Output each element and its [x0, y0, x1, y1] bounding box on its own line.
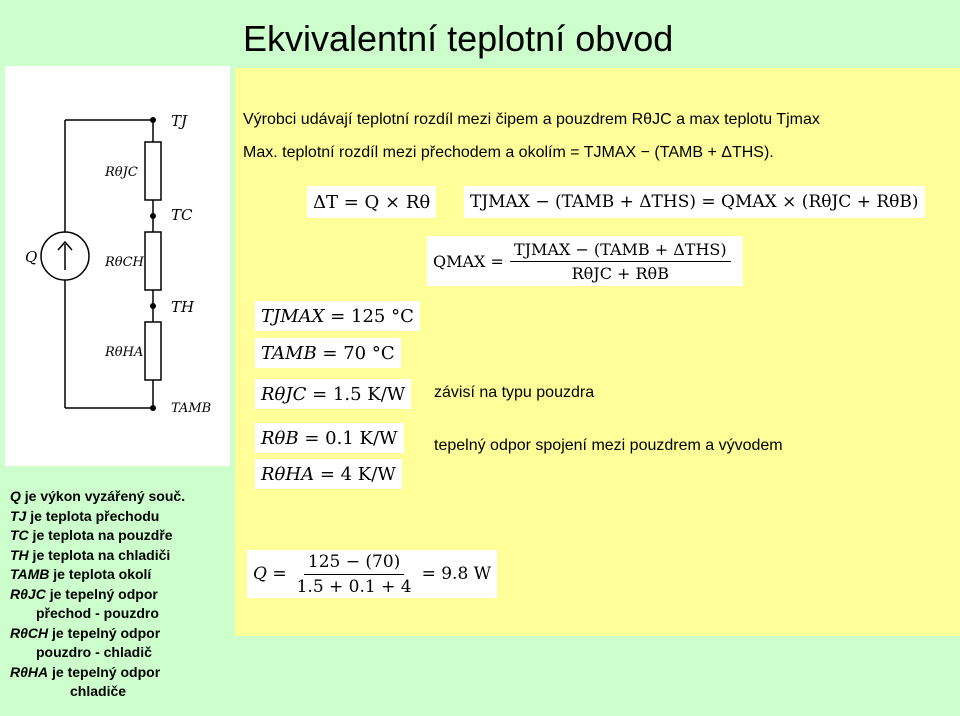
legend-item: pouzdro - chladič [36, 644, 152, 660]
resistor-rch [145, 232, 161, 290]
resistor-label-rjc: RθJC [105, 165, 138, 180]
node-tc [150, 213, 156, 219]
calc-denominator: 1.5 + 0.1 + 4 [296, 576, 412, 597]
node-label-th: TH [171, 298, 195, 316]
param-rjc [255, 379, 411, 409]
intro-line-1: Výrobci udávají teplotní rozdíl mezi čipem a pouzdrem RθJC a max teplotu Tjmax [243, 111, 820, 128]
legend-item: RθHA je tepelný odpor [10, 663, 161, 680]
param-rb [255, 423, 404, 453]
legend-item: TAMB je teplota okolí [10, 566, 152, 582]
param-value: = 4 K/W [319, 463, 396, 485]
param-name: RθJC [261, 383, 307, 405]
note-contact-resistance: tepelný odpor spojení mezi pouzdrem a vývodem [434, 437, 783, 454]
legend-item: RθJC je tepelný odpor [10, 585, 158, 602]
equation-tjmax-balance: TJMAX − (TAMB + ΔTHS) = QMAX × (RθJC + RθB) [464, 186, 925, 218]
equation-qmax [427, 236, 743, 286]
calc-result: = 9.8 W [421, 564, 492, 584]
equation-delta-t: ΔT = Q × Rθ [307, 186, 436, 218]
qmax-denominator: RθJC + RθB [571, 263, 669, 283]
node-tamb [150, 405, 156, 411]
legend-item: TJ je teplota přechodu [10, 507, 160, 524]
legend-item: chladiče [70, 683, 127, 699]
resistor-rjc [145, 142, 161, 200]
source-label: Q [25, 248, 38, 266]
legend-item: TH je teplota na chladiči [10, 546, 171, 563]
param-tamb [255, 338, 401, 368]
circuit-svg [5, 66, 230, 466]
param-name: RθB [261, 427, 299, 449]
param-rha [255, 459, 402, 489]
node-th [150, 303, 156, 309]
node-tj [150, 117, 156, 123]
qmax-numerator: TJMAX − (TAMB + ΔTHS) [510, 240, 731, 262]
param-value: = 0.1 K/W [304, 427, 398, 449]
node-label-tj: TJ [171, 112, 188, 130]
resistor-label-rch: RθCH [105, 255, 144, 270]
legend-item: TC je teplota na pouzdře [10, 527, 173, 543]
node-label-tc: TC [171, 206, 193, 224]
param-value: = 70 °C [322, 342, 395, 364]
resistor-label-rha: RθHA [105, 345, 144, 360]
param-name: RθHA [261, 463, 315, 485]
param-name: TJMAX [261, 305, 325, 327]
legend-item: RθCH je tepelný odpor [10, 624, 161, 641]
calc-numerator: 125 − (70) [304, 552, 404, 575]
qmax-fraction [510, 240, 731, 283]
param-tjmax [255, 301, 420, 331]
legend-item: Q je výkon vyzářený souč. [10, 488, 186, 504]
intro-line-2: Max. teplotní rozdíl mezi přechodem a okolím = TJMAX − (TAMB + ΔTHS). [243, 144, 774, 161]
param-value: = 1.5 K/W [312, 383, 406, 405]
calc-lhs: Q = [253, 564, 287, 584]
slide-title: Ekvivalentní teplotní obvod [243, 18, 674, 59]
node-label-tamb: TAMB [171, 401, 212, 416]
param-value: = 125 °C [330, 305, 414, 327]
legend [10, 487, 232, 702]
circuit-diagram [5, 66, 230, 466]
equation-calculation [247, 550, 497, 598]
note-package-dependent: závisí na typu pouzdra [434, 384, 595, 401]
qmax-lhs: QMAX = [433, 251, 504, 271]
param-name: TAMB [261, 342, 317, 364]
resistor-rha [145, 322, 161, 380]
calc-fraction [293, 552, 416, 597]
legend-item: přechod - pouzdro [36, 605, 159, 621]
